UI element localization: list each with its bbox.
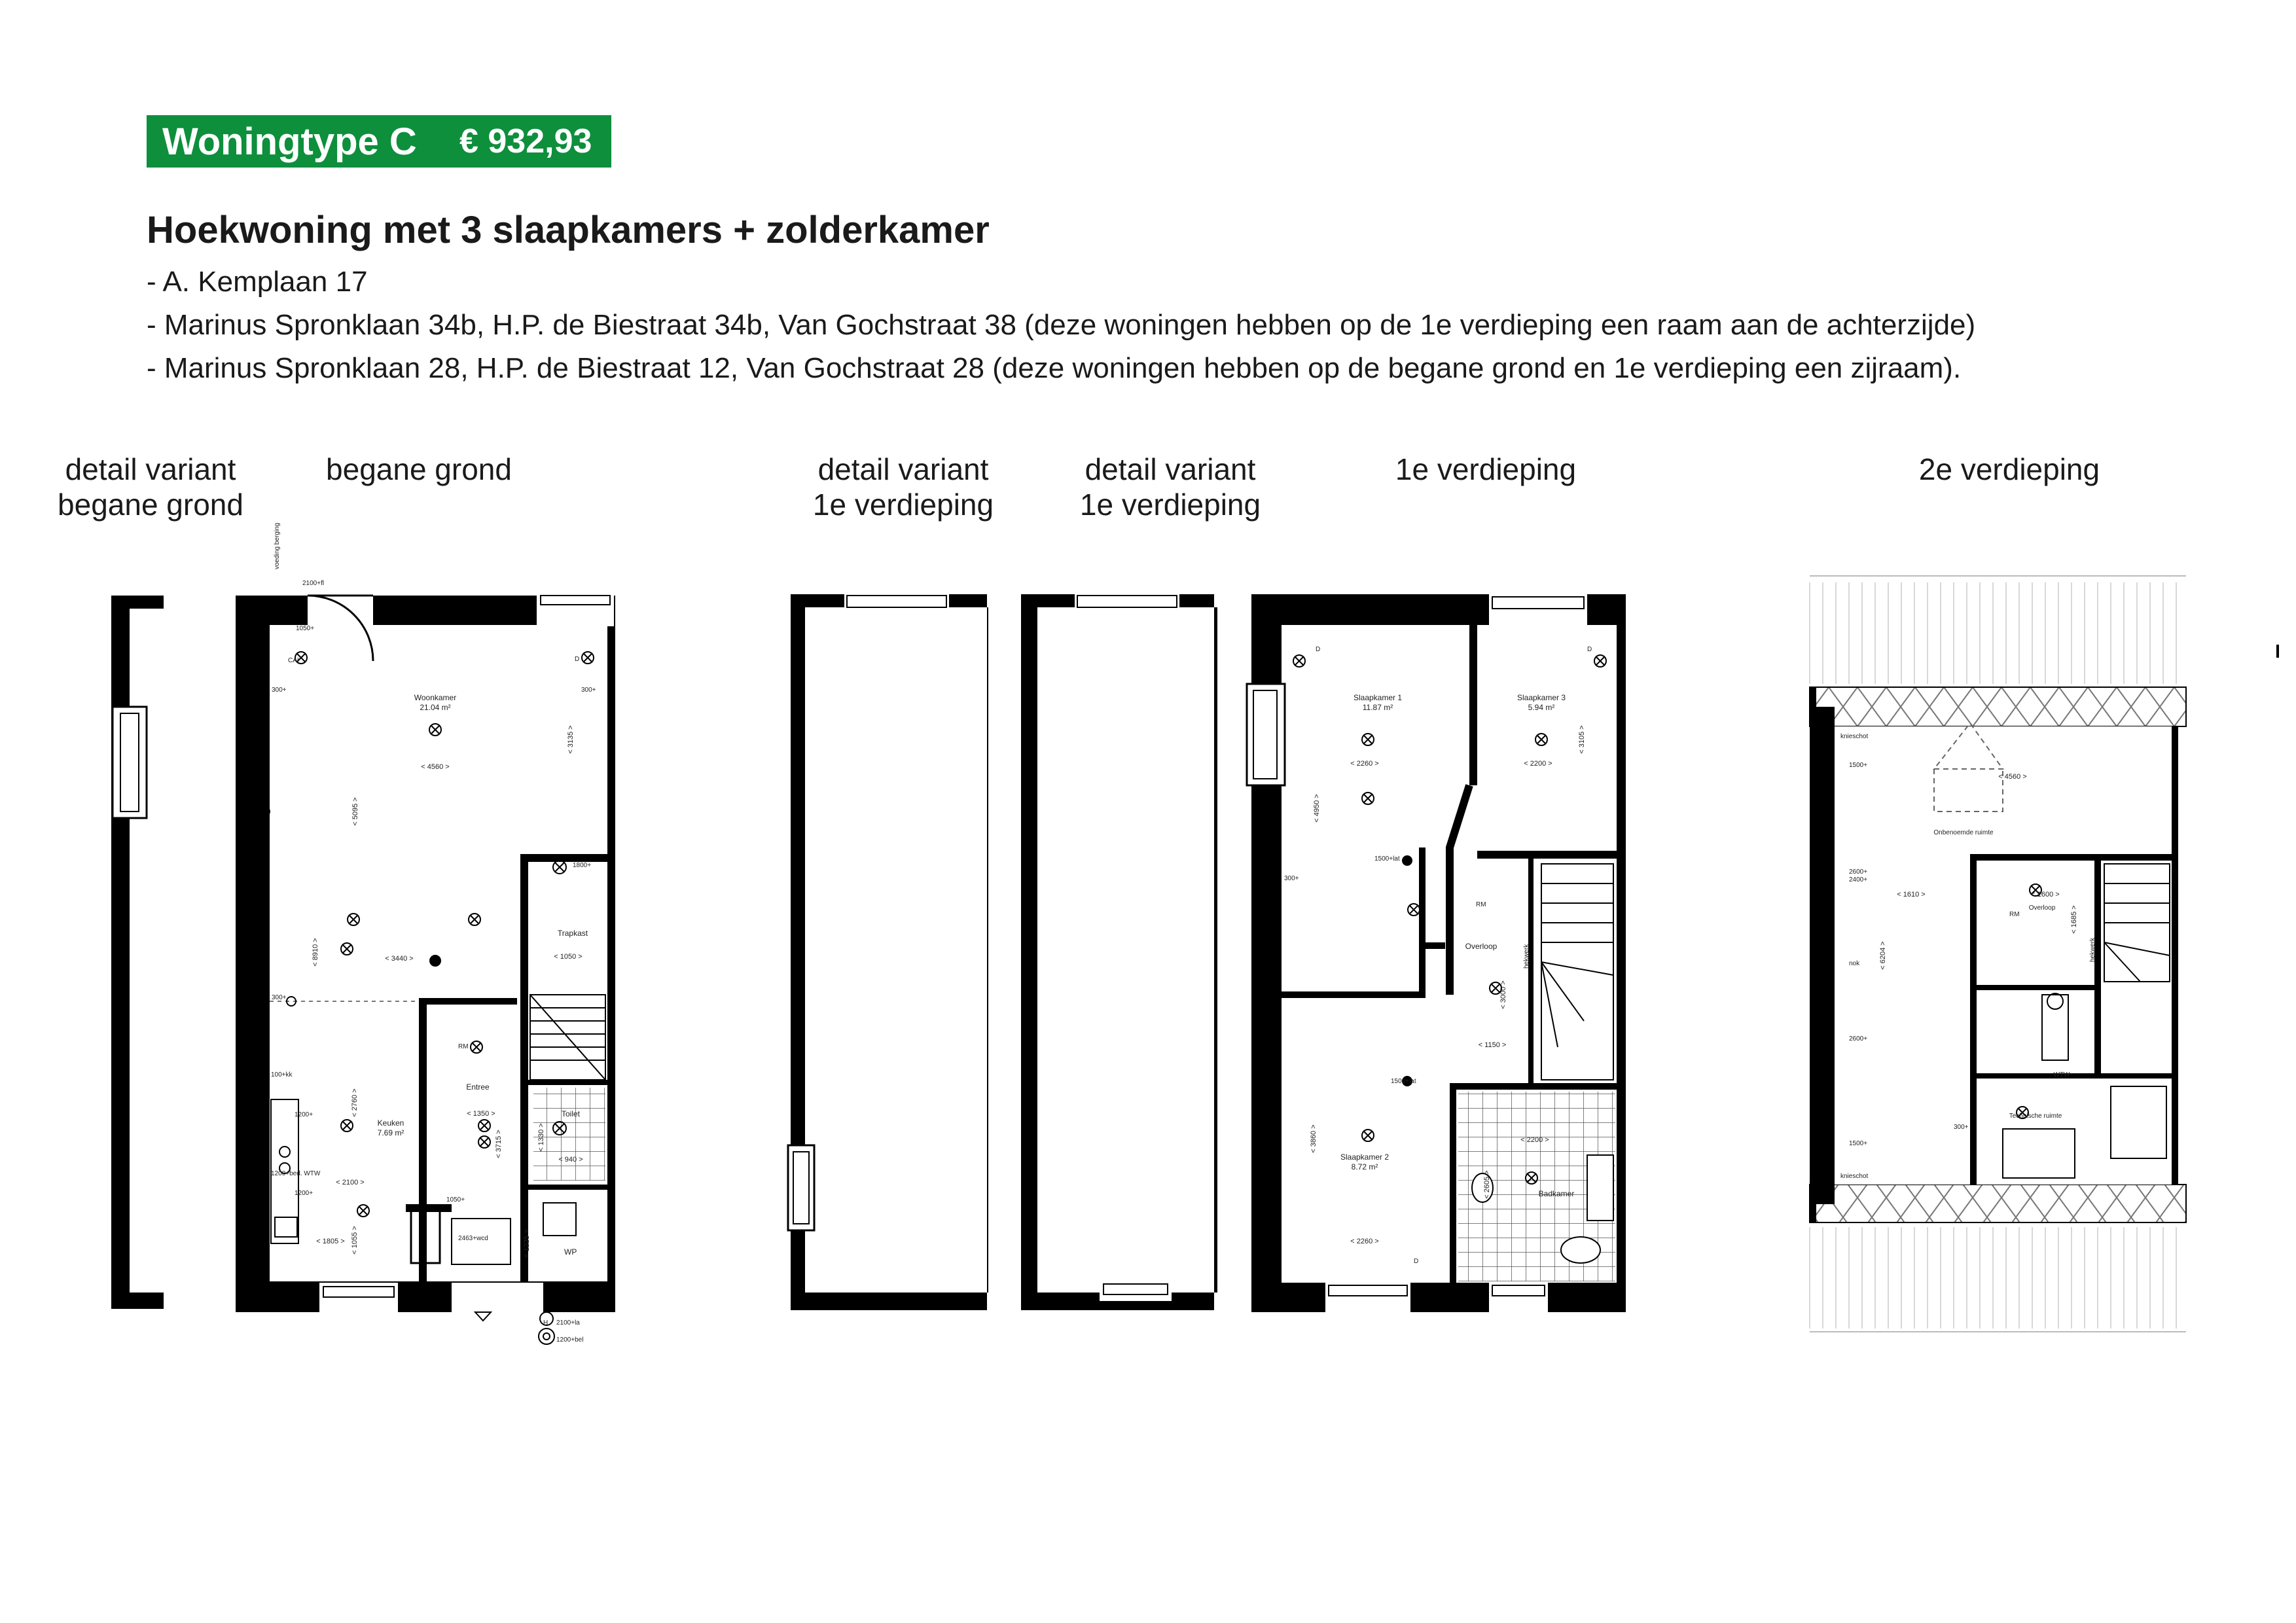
second-floor-plan [1810, 576, 2186, 1332]
dim-4560: < 4560 > [421, 763, 450, 771]
price-label: € 932,93 [459, 122, 592, 160]
label-badkamer: Badkamer [1538, 1189, 1575, 1198]
dim-5095: < 5095 > [351, 797, 359, 826]
label-technische: Technische ruimte [2009, 1113, 2062, 1120]
note-300b: 300+ [581, 687, 596, 694]
label-hekwerk-2e: hekwerk [2089, 937, 2096, 962]
ground-floor-plan [236, 523, 615, 1344]
label-begane-grond: begane grond [326, 452, 512, 486]
label-rm-2e: RM [2009, 911, 2020, 918]
dim-3860: < 3860 > [1310, 1124, 1318, 1153]
dim-2200b: < 2200 > [1520, 1136, 1549, 1144]
note-300-1e: 300+ [1284, 875, 1299, 882]
note-1050b: 1050+ [446, 1196, 465, 1204]
label-2e-verdieping: 2e verdieping [1918, 452, 2100, 486]
dim-4560-2e: < 4560 > [1998, 773, 2027, 781]
dim-1805: < 1805 > [316, 1238, 345, 1245]
dim-1600: < 1600 > [2031, 891, 2060, 899]
detail-variant-first-b [1021, 592, 1217, 1310]
dim-1225: < 1225 > [523, 1229, 531, 1258]
label-d1: D [575, 656, 580, 663]
label-line: detail variant [817, 452, 989, 486]
note-2600b: 2600+ [1849, 1035, 1868, 1043]
dim-3715: < 3715 > [495, 1130, 503, 1158]
label-wtw-2e: WTW [2053, 1071, 2070, 1079]
label-slaapkamer2: Slaapkamer 2 [1340, 1152, 1390, 1162]
dim-3135: < 3135 > [567, 725, 575, 754]
note-300a: 300+ [272, 687, 287, 694]
note-2400: 2400+ [1849, 876, 1868, 883]
dim-6204: < 6204 > [1879, 941, 1887, 970]
first-floor-plan [1247, 592, 1626, 1312]
note-1200bel: 1200+bel [556, 1336, 584, 1344]
dim-2260a: < 2260 > [1350, 760, 1379, 768]
note-1500-2e: 1500+ [1849, 762, 1868, 769]
dim-1055: < 1055 > [351, 1226, 359, 1255]
address-line-1: - A. Kemplaan 17 [147, 266, 368, 298]
note-2463: 2463+wcd [458, 1235, 488, 1242]
note-1500b: 1500+lat [1391, 1078, 1416, 1085]
label-trapkast: Trapkast [557, 929, 588, 938]
dim-1330: < 1330 > [537, 1123, 545, 1152]
note-1800: 1800+ [573, 862, 592, 869]
dim-2605: < 2605 > [1483, 1170, 1491, 1199]
dim-2200: < 2200 > [1524, 760, 1552, 768]
label-keuken: Keuken [377, 1118, 404, 1128]
label-d3-1e: D [1414, 1258, 1419, 1265]
area-slaapkamer1: 11.87 m² [1362, 703, 1393, 712]
label-toilet: Toilet [561, 1109, 581, 1118]
label-knieschot-top: knieschot [1840, 733, 1869, 740]
dim-940: < 940 > [558, 1156, 583, 1164]
label-h: H [543, 1319, 548, 1327]
label-knieschot-bottom: knieschot [1840, 1173, 1869, 1180]
note-2100la: 2100+la [556, 1319, 580, 1327]
woningtype-label: Woningtype C [162, 120, 417, 163]
dim-2260b: < 2260 > [1350, 1238, 1379, 1245]
dim-8910: < 8910 > [312, 938, 319, 967]
note-300-2e: 300+ [1954, 1124, 1969, 1131]
area-slaapkamer2: 8.72 m² [1351, 1162, 1378, 1171]
label-onbenoemde: Onbenoemde ruimte [1933, 829, 1994, 836]
label-d1-1e: D [1316, 646, 1321, 653]
edge-mark [2276, 645, 2279, 658]
dim-3440: < 3440 > [385, 955, 414, 963]
note-voeding: voeding berging [274, 522, 281, 569]
label-line: detail variant [1085, 452, 1256, 486]
dim-2760: < 2760 > [351, 1088, 359, 1117]
address-line-3: - Marinus Spronklaan 28, H.P. de Biestraat 12, Van Gochstraat 28 (deze woningen hebben op de begane grond en 1e verdieping een zijraam). [147, 352, 1962, 384]
label-entree: Entree [466, 1082, 490, 1092]
label-overloop: Overloop [1465, 942, 1498, 951]
label-cai: CAI [288, 657, 299, 664]
label-rm-1e: RM [1476, 901, 1486, 908]
note-2100fl: 2100+fl [302, 580, 325, 587]
label-d2-1e: D [1587, 646, 1592, 653]
label-line: 1e verdieping [1079, 488, 1261, 522]
note-1200: 1200+ [295, 1111, 314, 1118]
area-woonkamer: 21.04 m² [420, 703, 451, 712]
dim-1610: < 1610 > [1897, 891, 1926, 899]
label-woonkamer: Woonkamer [414, 693, 457, 702]
label-line: begane grond [58, 488, 243, 522]
label-hekwerk-1e: hekwerk [1523, 944, 1530, 969]
note-1200b: 1200+ [295, 1190, 314, 1197]
dim-3000: < 3000 > [1499, 980, 1507, 1009]
label-overloop-2e: Overloop [2028, 904, 2056, 912]
dim-1685: < 1685 > [2070, 905, 2078, 934]
label-wp: WP [564, 1247, 577, 1257]
note-2600: 2600+ [1849, 868, 1868, 876]
area-slaapkamer3: 5.94 m² [1528, 703, 1555, 712]
note-300c: 300+ [272, 994, 287, 1001]
note-1500b-2e: 1500+ [1849, 1140, 1868, 1147]
note-wtw: 1200+bed. WTW [271, 1170, 321, 1177]
dim-1150: < 1150 > [1478, 1041, 1507, 1049]
dim-1050: < 1050 > [554, 953, 583, 961]
label-line: 1e verdieping [812, 488, 994, 522]
note-kk: 100+kk [271, 1071, 293, 1079]
detail-variant-first-a [788, 592, 988, 1310]
label-line: detail variant [65, 452, 236, 486]
detail-variant-ground-plan [111, 596, 164, 1309]
dim-3105: < 3105 > [1578, 725, 1586, 754]
dim-2100: < 2100 > [336, 1179, 365, 1186]
label-slaapkamer1: Slaapkamer 1 [1353, 693, 1403, 702]
address-line-2: - Marinus Spronklaan 34b, H.P. de Biestraat 34b, Van Gochstraat 38 (deze woningen hebben op de 1e verdieping een raam aan de achterzijde) [147, 309, 1976, 341]
dim-1350: < 1350 > [467, 1110, 495, 1118]
page-title: Hoekwoning met 3 slaapkamers + zolderkamer [147, 209, 990, 251]
area-keuken: 7.69 m² [377, 1128, 404, 1137]
label-1e-verdieping: 1e verdieping [1395, 452, 1577, 486]
dim-4950: < 4950 > [1313, 794, 1321, 823]
note-1500a: 1500+lat [1374, 855, 1400, 863]
label-rm: RM [458, 1043, 469, 1050]
label-nok: nok [1849, 960, 1860, 967]
label-slaapkamer3: Slaapkamer 3 [1516, 693, 1566, 702]
note-1050: 1050+ [296, 625, 315, 632]
